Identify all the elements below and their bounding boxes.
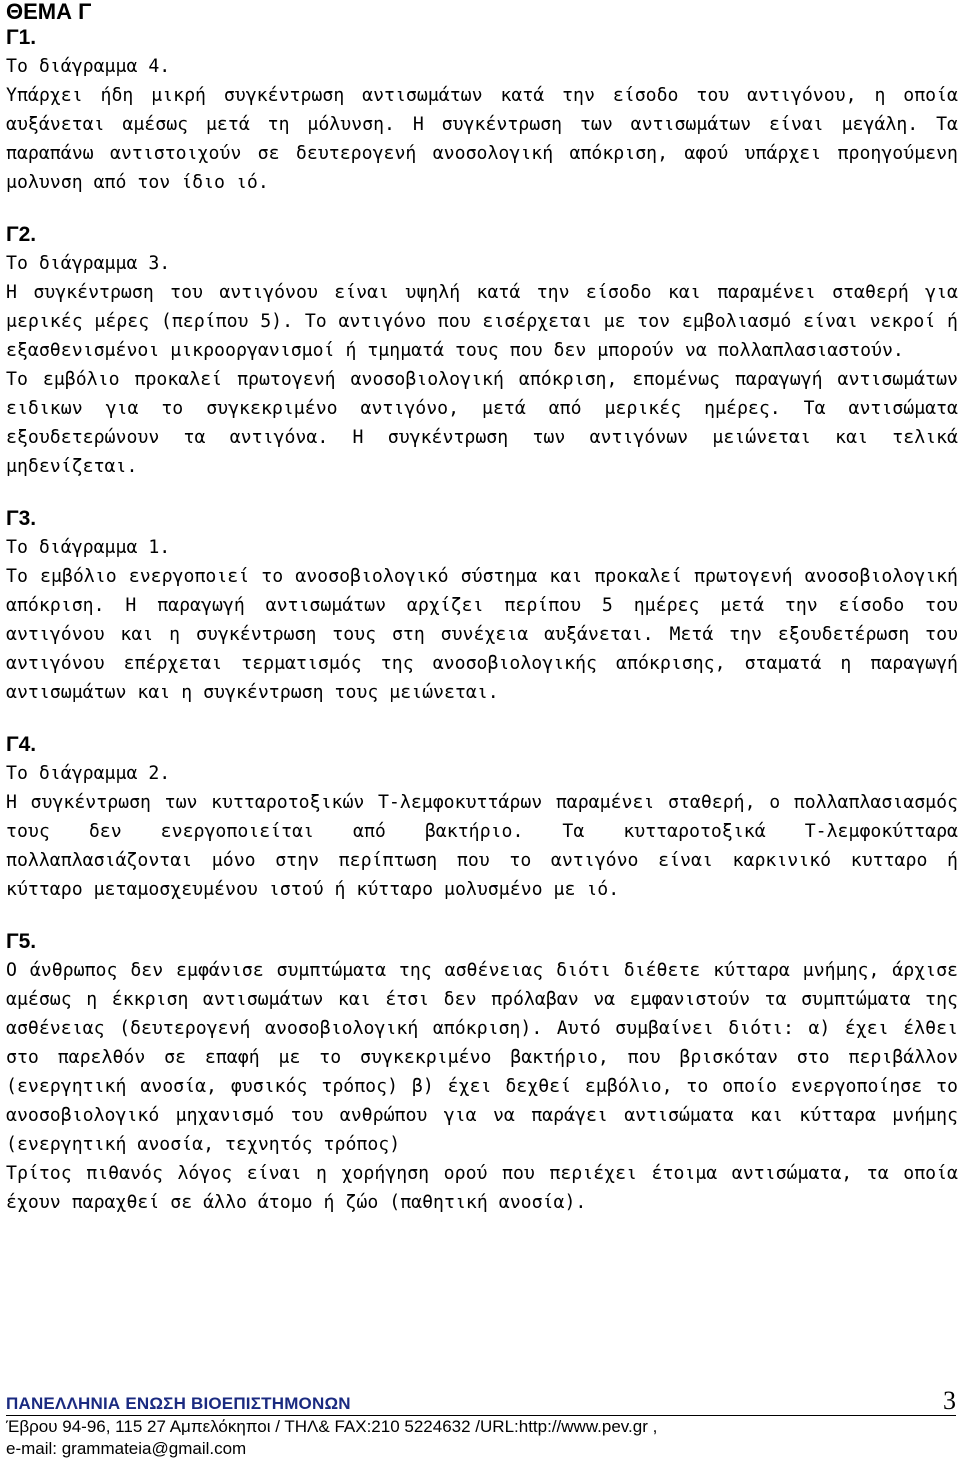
- section-heading: Γ1.: [6, 26, 37, 49]
- organization-name: ΠΑΝΕΛΛΗΝΙΑ ΕΝΩΣΗ ΒΙΟΕΠΙΣΤΗΜΟΝΩΝ: [6, 1394, 351, 1413]
- section-heading: Γ5.: [6, 930, 37, 953]
- answer-paragraph: Η συγκέντρωση του αντιγόνου είναι υψηλή κατά την είσοδο και παραμένει σταθερή για μερικές μέρες (περίπου 5). Το αντιγόνο που εισέρχεται με τον εμβολιασμό είναι νεκροί ή εξασθενισμένοι μικροοργανισμοί ή τμηματά τους που δεν μπορούν να πολλαπλασιαστούν.: [6, 282, 958, 361]
- page-number: 3: [943, 1386, 956, 1415]
- section-spacer: [6, 197, 958, 221]
- exam-title: ΘΕΜΑ Γ: [6, 0, 92, 24]
- diagram-reference: Το διάγραμμα 4.: [6, 56, 171, 77]
- document-page: [6, 0, 958, 1217]
- section-g3: [6, 505, 958, 707]
- answer-paragraph: Υπάρχει ήδη μικρή συγκέντρωση αντισωμάτων κατά την είσοδο του αντιγόνου, η οποία αυξάνεται αμέσως μετά τη μόλυνση. Η συγκέντρωση των αντισωμάτων είναι μεγάλη. Τα παραπάνω αντιστοιχούν σε δευτερογενή ανοσολογική απόκριση, αφού υπάρχει προηγούμενη μολυνση από τον ίδιο ιό.: [6, 85, 958, 193]
- section-spacer: [6, 707, 958, 731]
- footer-title-row: [6, 1388, 956, 1416]
- section-g1: [6, 24, 958, 197]
- page-footer: [6, 1388, 956, 1460]
- section-g2: [6, 221, 958, 481]
- section-heading: Γ3.: [6, 507, 37, 530]
- section-heading: Γ4.: [6, 733, 37, 756]
- answer-paragraph: Ο άνθρωπος δεν εμφάνισε συμπτώματα της ασθένειας διότι διέθετε κύτταρα μνήμης, άρχισε αμέσως η έκκριση αντισωμάτων και έτσι δεν πρόλαβαν να εμφανιστούν τα συμπτώματα της ασθένειας (δευτερογενή ανοσοβιολογική απόκριση). Αυτό συμβαίνει διότι: α) έχει έλθει στο παρελθόν σε επαφή με το συγκεκριμένο βακτήριο, που βρισκόταν στο περιβάλλον (ενεργητική ανοσία, φυσικός τρόπος) β) έχει δεχθεί εμβόλιο, το οποίο ενεργοποίησε το ανοσοβιολογικό μηχανισμό του ανθρώπου για να παράγει αντισώματα και κύτταρα μνήμης (ενεργητική ανοσία, τεχνητός τρόπος): [6, 960, 958, 1155]
- section-spacer: [6, 481, 958, 505]
- answer-paragraph: Τρίτος πιθανός λόγος είναι η χορήγηση ορού που περιέχει έτοιμα αντισώματα, τα οποία έχουν παραχθεί σε άλλο άτομο ή ζώο (παθητική ανοσία).: [6, 1163, 958, 1213]
- answer-paragraph: Το εμβόλιο ενεργοποιεί το ανοσοβιολογικό σύστημα και προκαλεί πρωτογενή ανοσοβιολογική απόκριση. Η παραγωγή αντισωμάτων αρχίζει περίπου 5 ημέρες μετά την είσοδο του αντιγόνου και η συγκέντρωση τους στη συνέχεια αυξάνεται. Μετά την εξουδετέρωση του αντιγόνου επέρχεται τερματισμός της ανοσοβιολογικής απόκρισης, σταματά η παραγωγή αντισωμάτων και η συγκέντρωση τους μειώνεται.: [6, 566, 958, 703]
- diagram-reference: Το διάγραμμα 3.: [6, 253, 171, 274]
- answer-paragraph: Το εμβόλιο προκαλεί πρωτογενή ανοσοβιολογική απόκριση, επομένως παραγωγή αντισωμάτων ειδικων για το συγκεκριμένο αντιγόνο, μετά από μερικές ημέρες. Τα αντισώματα εξουδετερώνουν τα αντιγόνα. Η συγκέντρωση των αντιγόνων μειώνεται και τελικά μηδενίζεται.: [6, 369, 958, 477]
- answer-paragraph: Η συγκέντρωση των κυτταροτοξικών Τ-λεμφοκυττάρων παραμένει σταθερή, ο πολλαπλασιασμός τους δεν ενεργοποιείται από βακτήριο. Τα κυτταροτοξικά Τ-λεμφοκύτταρα πολλαπλασιάζονται μόνο στην περίπτωση που το αντιγόνο είναι καρκινικό κυτταρο ή κύτταρο μεταμοσχευμένου ιστού ή κύτταρο μολυσμένο με ιό.: [6, 792, 958, 900]
- footer-email: e-mail: grammateia@gmail.com: [6, 1439, 247, 1458]
- footer-address: Έβρου 94-96, 115 27 Αμπελόκηποι / ΤΗΛ& FAX:210 5224632 /URL:http://www.pev.gr ,: [6, 1417, 658, 1436]
- section-spacer: [6, 904, 958, 928]
- diagram-reference: Το διάγραμμα 2.: [6, 763, 171, 784]
- section-heading: Γ2.: [6, 223, 37, 246]
- section-g5: [6, 928, 958, 1217]
- diagram-reference: Το διάγραμμα 1.: [6, 537, 171, 558]
- section-g4: [6, 731, 958, 904]
